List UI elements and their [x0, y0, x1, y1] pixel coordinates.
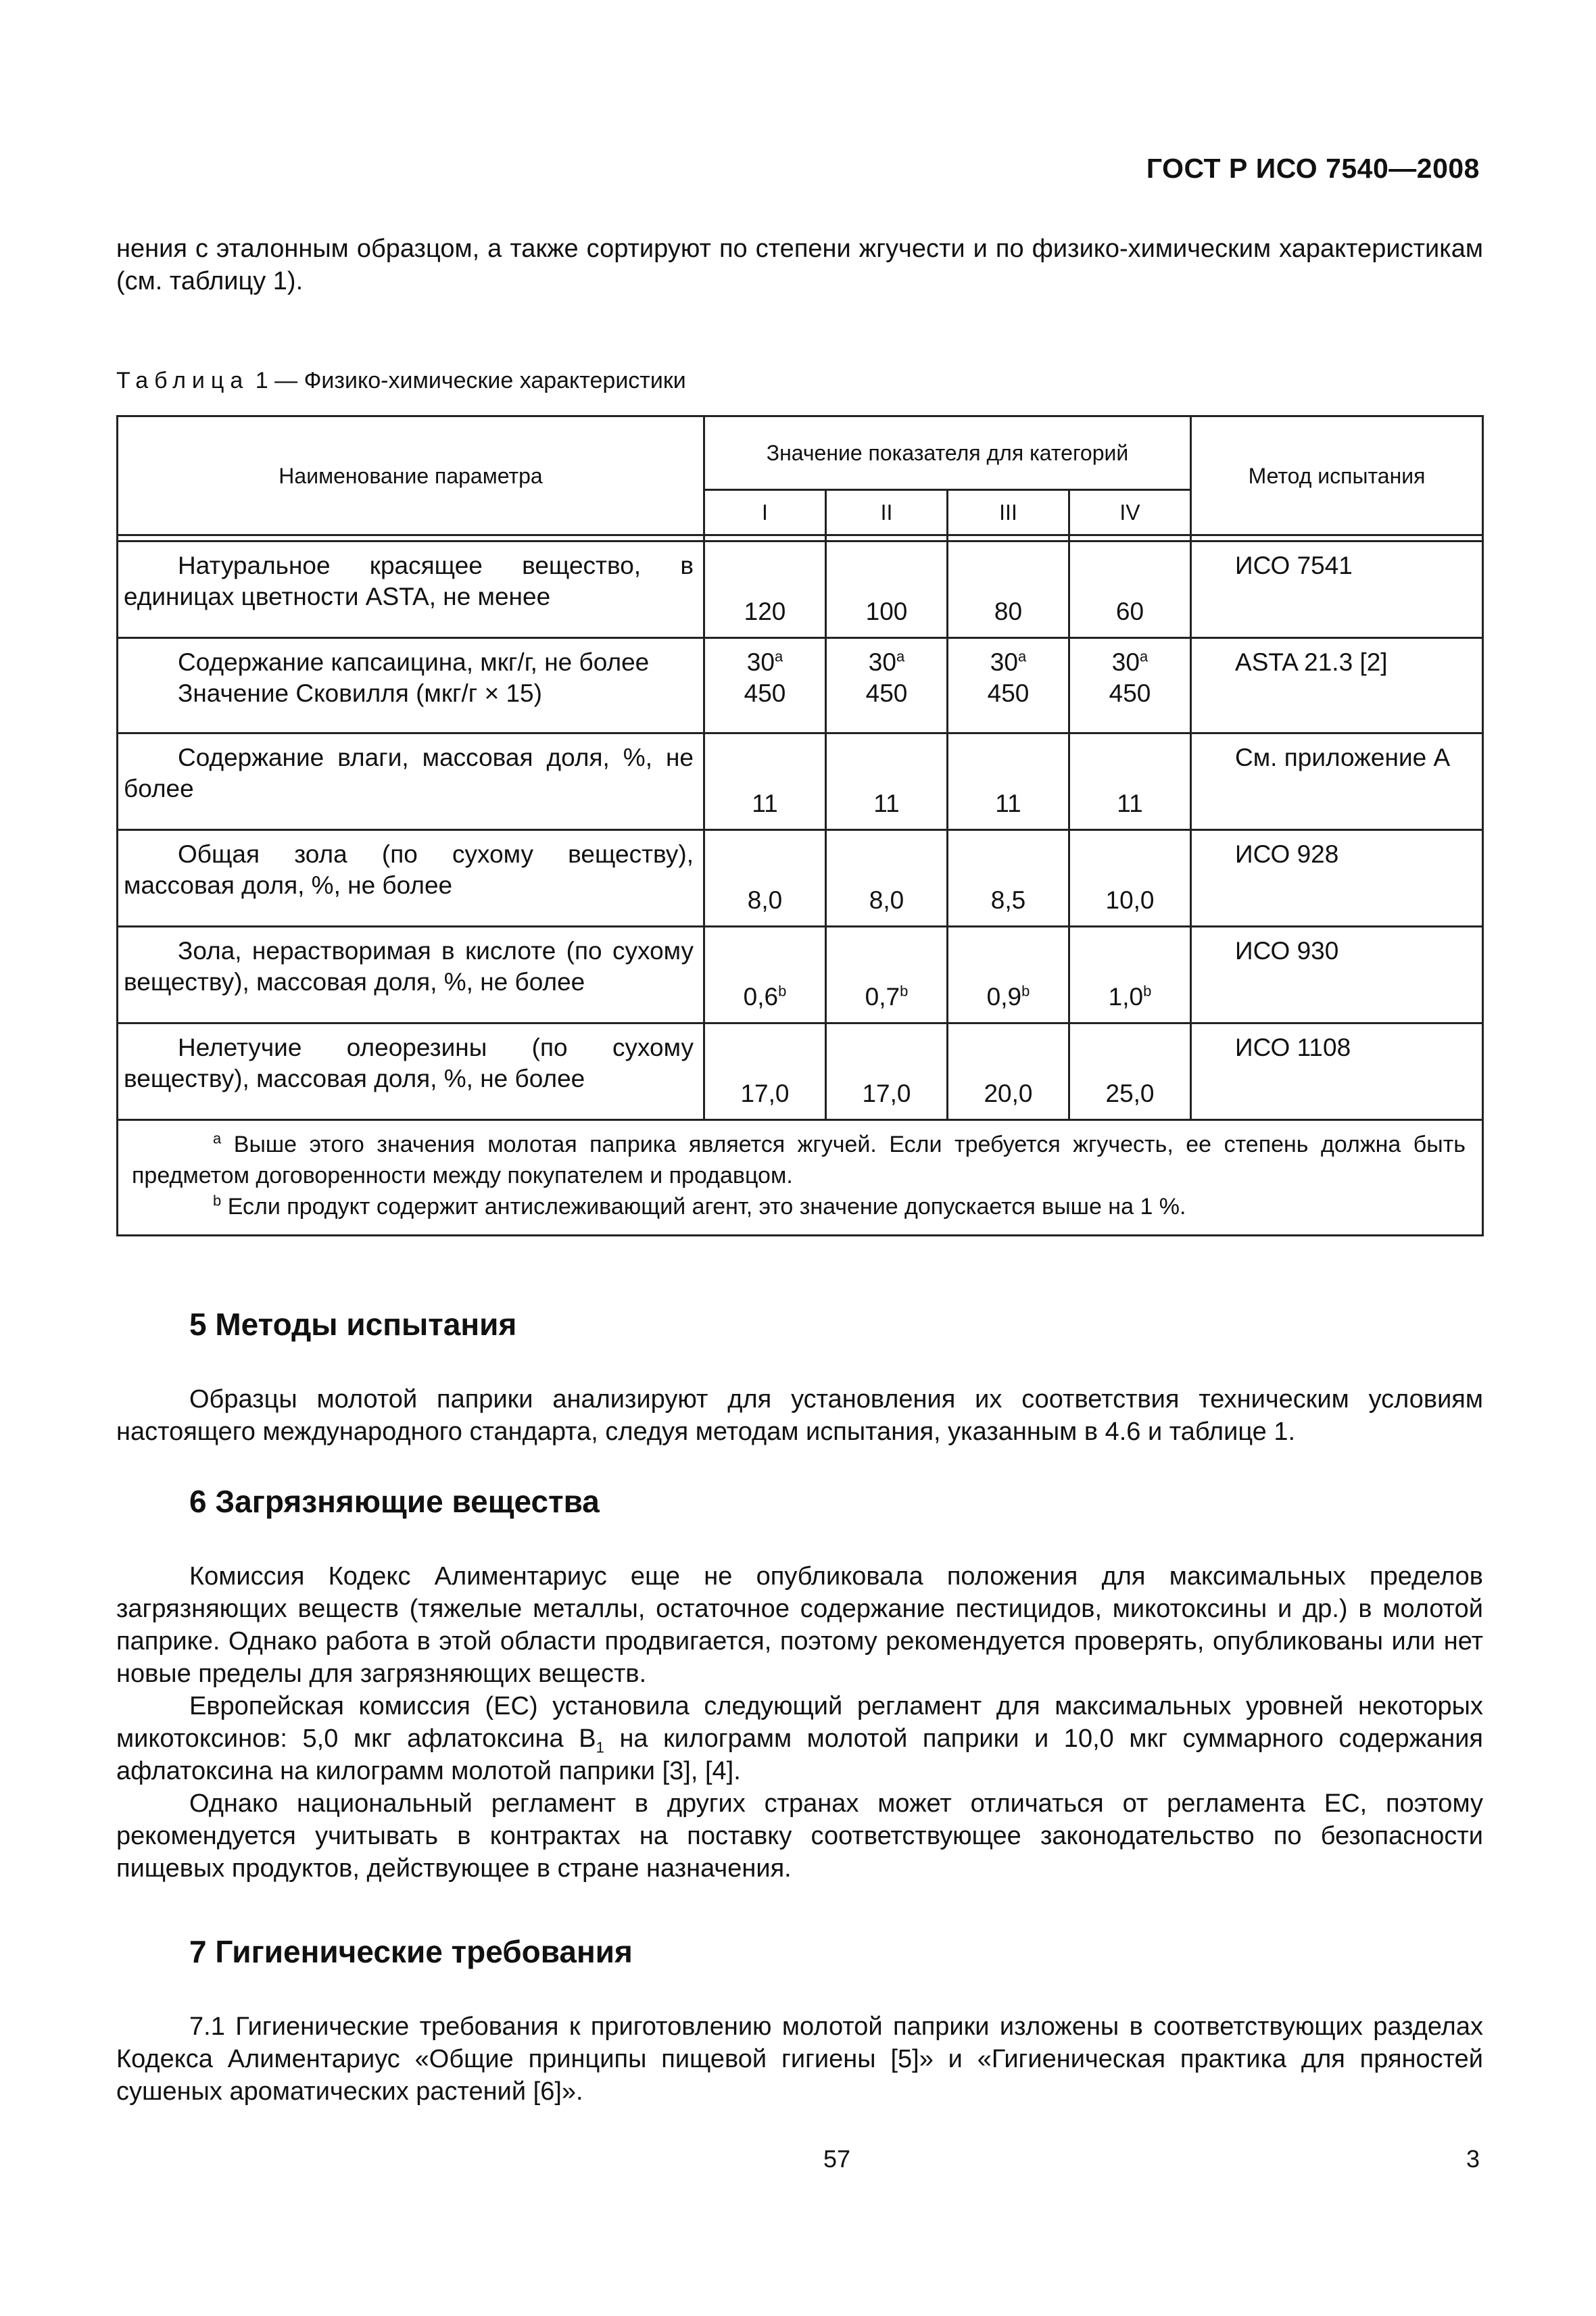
table-caption [116, 366, 686, 395]
row-name: Общая зола (по сухому веществу), массовая доля, %, не более [118, 830, 704, 927]
caption-number: 1 [255, 368, 268, 393]
header-category-group: Значение показателя для категорий [704, 416, 1191, 490]
row-value: 10,0 [1069, 830, 1191, 927]
row-value: 120 [704, 541, 826, 638]
section-7-title: 7 Гигиенические требования [189, 1934, 633, 1969]
row-method: ИСО 1108 [1191, 1023, 1483, 1120]
section-5-paragraph: Образцы молотой паприки анализируют для установления их соответствия техническим условиям настоящего международного стандарта, следуя методам испытания, указанным в 4.6 и таблице 1. [116, 1385, 1483, 1446]
row-value: 17,0 [826, 1023, 948, 1120]
table-row [118, 1023, 1483, 1120]
row-value: 8,0 [826, 830, 948, 927]
header-category-4: IV [1069, 490, 1191, 535]
row-value: 17,0 [704, 1023, 826, 1120]
row-value: 30$^a$ 450 [704, 638, 826, 733]
table-notes [118, 1120, 1483, 1236]
row-value: 11 [826, 733, 948, 830]
document-header: ГОСТ Р ИСО 7540—2008 [1146, 153, 1480, 184]
row-name: Содержание влаги, массовая доля, %, не более [118, 733, 704, 830]
section-6-paragraph-1: Комиссия Кодекс Алиментариус еще не опубликовала положения для максимальных пределов загрязняющих веществ (тяжелые металлы, остаточное содержание пестицидов, микотоксины и др.) в молотой паприке. Однако работа в этой области продвигается, поэтому рекомендуется проверять, опубликованы или нет новые пределы для загрязняющих веществ. [116, 1562, 1483, 1688]
row-method: ИСО 930 [1191, 927, 1483, 1023]
table-notes-row [118, 1120, 1483, 1236]
row-method: ИСО 7541 [1191, 541, 1483, 638]
page-number-right: 3 [1466, 2145, 1480, 2173]
row-value: 60 [1069, 541, 1191, 638]
row-value: 30$^a$ 450 [1069, 638, 1191, 733]
row-value: 11 [1069, 733, 1191, 830]
row-value: 1,0$^b$ [1069, 927, 1191, 1023]
row-value: 80 [948, 541, 1069, 638]
table-row [118, 638, 1483, 733]
intro-paragraph: нения с эталонным образцом, а также сортируют по степени жгучести и по физико-химическим характеристикам (см. таблицу 1). [116, 235, 1483, 295]
row-method: ИСО 928 [1191, 830, 1483, 927]
row-value: 8,5 [948, 830, 1069, 927]
row-name: Нелетучие олеорезины (по сухому веществу), массовая доля, %, не более [118, 1023, 704, 1120]
header-category-1: I [704, 490, 826, 535]
table-row [118, 733, 1483, 830]
characteristics-table [116, 415, 1484, 1236]
row-value: 20,0 [948, 1023, 1069, 1120]
row-name: Натуральное красящее вещество, в единицах цветности ASTA, не менее [118, 541, 704, 638]
table-note-b: $^b$ Если продукт содержит антислеживающий агент, это значение допускается выше на 1 %. [213, 1192, 1186, 1220]
row-value: 8,0 [704, 830, 826, 927]
row-value: 0,7$^b$ [826, 927, 948, 1023]
section-5-title: 5 Методы испытания [189, 1307, 517, 1342]
row-name: Содержание капсаицина, мкг/г, не более Значение Сковилля (мкг/г × 15) [118, 638, 704, 733]
page-number-center: 57 [823, 2145, 851, 2173]
header-category-3: III [948, 490, 1069, 535]
row-value: 30$^a$ 450 [826, 638, 948, 733]
row-value: 25,0 [1069, 1023, 1191, 1120]
table-row [118, 927, 1483, 1023]
row-method: См. приложение А [1191, 733, 1483, 830]
table-row [118, 541, 1483, 638]
section-6-paragraph-3: Однако национальный регламент в других странах может отличаться от регламента ЕС, поэтому рекомендуется учитывать в контрактах на поставку соответствующее законодательство по безопасности пищевых продуктов, действующее в стране назначения. [116, 1789, 1483, 1883]
row-method: ASTA 21.3 [2] [1191, 638, 1483, 733]
table-note-a: $^a$ Выше этого значения молотая паприка является жгучей. Если требуется жгучесть, ее степень должна быть предметом договоренности между покупателем и продавцом. [132, 1130, 1466, 1188]
row-value: 11 [948, 733, 1069, 830]
section-6-title: 6 Загрязняющие вещества [189, 1484, 600, 1519]
header-method: Метод испытания [1191, 416, 1483, 535]
caption-text: — Физико-химические характеристики [274, 368, 686, 393]
row-value: 100 [826, 541, 948, 638]
section-7-paragraph: 7.1 Гигиенические требования к приготовлению молотой паприки изложены в соответствующих разделах Кодекса Алиментариус «Общие принципы пищевой гигиены [5]» и «Гигиеническая практика для пряностей сушеных ароматических растений [6]». [116, 2012, 1483, 2106]
row-value: 11 [704, 733, 826, 830]
section-6-paragraph-2: Европейская комиссия (ЕС) установила следующий регламент для максимальных уровней некоторых микотоксинов: 5,0 мкг афлатоксина $В_1$ на килограмм молотой паприки и 10,0 мкг суммарного содержания афлатоксина на килограмм молотой паприки [3], [4]. [116, 1692, 1483, 1785]
caption-prefix: Таблица [116, 368, 249, 393]
table-row [118, 830, 1483, 927]
row-name: Зола, нерастворимая в кислоте (по сухому веществу), массовая доля, %, не более [118, 927, 704, 1023]
row-value: 30$^a$ 450 [948, 638, 1069, 733]
header-parameter-name: Наименование параметра [118, 416, 704, 535]
row-value: 0,6$^b$ [704, 927, 826, 1023]
header-category-2: II [826, 490, 948, 535]
row-value: 0,9$^b$ [948, 927, 1069, 1023]
header-separator [118, 535, 1483, 541]
